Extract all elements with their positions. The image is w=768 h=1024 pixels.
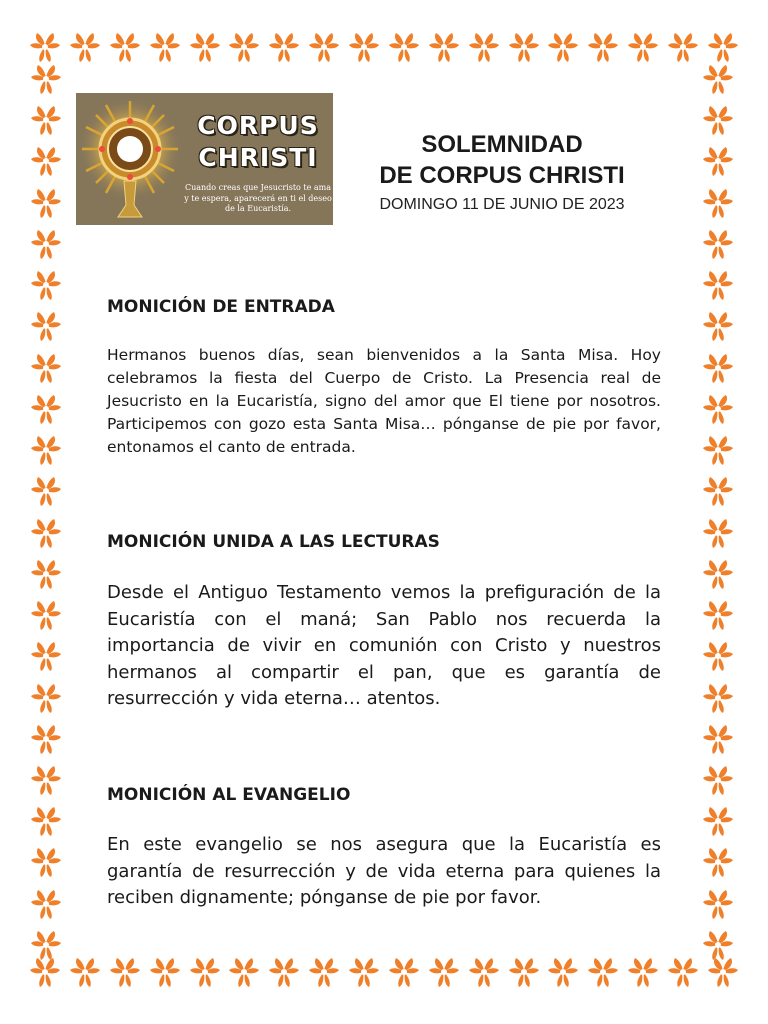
banner-title-line1: CORPUS xyxy=(197,111,319,140)
flower-ornament xyxy=(148,30,182,64)
flower-ornament xyxy=(29,474,63,508)
flower-ornament xyxy=(387,955,421,989)
flower-ornament xyxy=(701,681,735,715)
flower-ornament xyxy=(701,887,735,921)
flower-ornament xyxy=(29,186,63,220)
flower-ornament xyxy=(626,30,660,64)
monstrance-image xyxy=(76,93,184,225)
flower-ornament xyxy=(701,144,735,178)
page-heading xyxy=(340,129,664,216)
flower-ornament xyxy=(29,845,63,879)
flower-ornament xyxy=(507,955,541,989)
flower-ornament xyxy=(188,955,222,989)
flower-ornament xyxy=(29,557,63,591)
flower-ornament xyxy=(307,955,341,989)
flower-ornament xyxy=(666,30,700,64)
section-title-lecturas: MONICIÓN UNIDA A LAS LECTURAS xyxy=(107,532,440,552)
floral-border-right xyxy=(700,62,736,962)
flower-ornament xyxy=(29,433,63,467)
flower-ornament xyxy=(68,955,102,989)
flower-ornament xyxy=(108,955,142,989)
section-text-entrada: Hermanos buenos días, sean bienvenidos a la Santa Misa. Hoy celebramos la fiesta del Cuerpo de Cristo. La Presencia real de Jesucristo en la Eucaristía, signo del amor que El tiene por nosotros. Participemos con gozo esta Santa Misa… pónganse de pie por favor, entonamos el canto de entrada. xyxy=(107,346,661,456)
flower-ornament xyxy=(29,144,63,178)
flower-ornament xyxy=(267,955,301,989)
flower-ornament xyxy=(706,30,740,64)
flower-ornament xyxy=(29,804,63,838)
flower-ornament xyxy=(701,804,735,838)
heading-title-line1: SOLEMNIDAD xyxy=(421,131,583,158)
flower-ornament xyxy=(29,516,63,550)
flower-ornament xyxy=(701,351,735,385)
flower-ornament xyxy=(427,955,461,989)
flower-ornament xyxy=(626,955,660,989)
flower-ornament xyxy=(701,62,735,96)
flower-ornament xyxy=(701,845,735,879)
flower-ornament xyxy=(29,103,63,137)
flower-ornament xyxy=(307,30,341,64)
flower-ornament xyxy=(701,433,735,467)
flower-ornament xyxy=(701,639,735,673)
floral-border-left xyxy=(28,62,64,962)
flower-ornament xyxy=(29,928,63,962)
flower-ornament xyxy=(546,955,580,989)
flower-ornament xyxy=(108,30,142,64)
flower-ornament xyxy=(701,516,735,550)
heading-title-line2: DE CORPUS CHRISTI xyxy=(379,162,625,189)
flower-ornament xyxy=(28,30,62,64)
flower-ornament xyxy=(188,30,222,64)
flower-ornament xyxy=(701,763,735,797)
flower-ornament xyxy=(701,309,735,343)
flower-ornament xyxy=(29,722,63,756)
flower-ornament xyxy=(701,928,735,962)
flower-ornament xyxy=(586,30,620,64)
flower-ornament xyxy=(29,227,63,261)
flower-ornament xyxy=(29,351,63,385)
flower-ornament xyxy=(701,392,735,426)
flower-ornament xyxy=(701,474,735,508)
section-title-evangelio: MONICIÓN AL EVANGELIO xyxy=(107,785,351,805)
flower-ornament xyxy=(701,598,735,632)
flower-ornament xyxy=(701,227,735,261)
flower-ornament xyxy=(29,639,63,673)
flower-ornament xyxy=(29,268,63,302)
flower-ornament xyxy=(29,309,63,343)
flower-ornament xyxy=(29,62,63,96)
heading-date: DOMINGO 11 DE JUNIO DE 2023 xyxy=(379,196,625,213)
flower-ornament xyxy=(586,955,620,989)
section-text-evangelio: En este evangelio se nos asegura que la Eucaristía es garantía de resurrección y de vida eterna para quienes la reciben dignamente; pónganse de pie por favor. xyxy=(107,834,661,908)
flower-ornament xyxy=(227,30,261,64)
flower-ornament xyxy=(29,887,63,921)
flower-ornament xyxy=(227,955,261,989)
flower-ornament xyxy=(347,30,381,64)
flower-ornament xyxy=(29,598,63,632)
flower-ornament xyxy=(546,30,580,64)
section-title-entrada: MONICIÓN DE ENTRADA xyxy=(107,297,335,317)
flower-ornament xyxy=(347,955,381,989)
floral-border-top xyxy=(28,30,740,64)
flower-ornament xyxy=(701,186,735,220)
flower-ornament xyxy=(427,30,461,64)
floral-border-bottom xyxy=(28,955,740,989)
flower-ornament xyxy=(467,955,501,989)
flower-ornament xyxy=(267,30,301,64)
flower-ornament xyxy=(148,955,182,989)
flower-ornament xyxy=(29,681,63,715)
flower-ornament xyxy=(29,392,63,426)
flower-ornament xyxy=(701,722,735,756)
corpus-christi-banner xyxy=(76,93,333,225)
flower-ornament xyxy=(701,557,735,591)
flower-ornament xyxy=(666,955,700,989)
flower-ornament xyxy=(68,30,102,64)
flower-ornament xyxy=(467,30,501,64)
flower-ornament xyxy=(701,268,735,302)
banner-quote: Cuando creas que Jesucristo te ama y te espera, aparecerá en ti el deseo de la Eucaristía. xyxy=(184,183,332,213)
flower-ornament xyxy=(29,763,63,797)
flower-ornament xyxy=(507,30,541,64)
flower-ornament xyxy=(701,103,735,137)
section-text-lecturas: Desde el Antiguo Testamento vemos la prefiguración de la Eucaristía con el maná; San Pablo nos recuerda la importancia de vivir en comunión con Cristo y nuestros hermanos al compartir el pan, que es garantía de resurrección y vida eterna… atentos. xyxy=(107,582,661,709)
flower-ornament xyxy=(387,30,421,64)
banner-title-line2: CHRISTI xyxy=(198,143,318,172)
